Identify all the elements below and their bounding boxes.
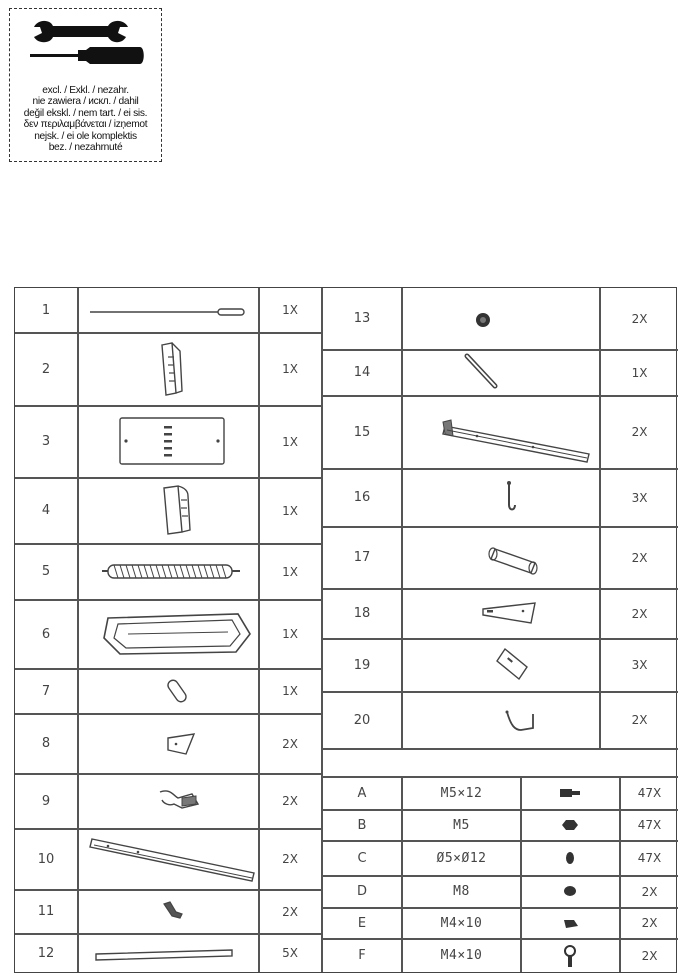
tools-text-line: excl. / Exkl. / nezahr.	[42, 85, 129, 96]
part-number: 9	[41, 793, 51, 809]
part-number: 4	[41, 503, 51, 518]
part-number: 5	[41, 564, 51, 579]
nut-icon	[522, 810, 619, 840]
part-number: 13	[353, 311, 371, 326]
part-quantity: 1X	[282, 684, 298, 698]
part-quantity: 2X	[282, 736, 298, 751]
hardware-letter: C	[357, 850, 367, 866]
bolt-icon	[522, 777, 619, 809]
hardware-size: M5×12	[440, 785, 483, 801]
part-quantity: 2X	[282, 852, 298, 866]
part-quantity: 1X	[631, 365, 648, 380]
part-1-rod-image	[78, 288, 258, 332]
part-20-hanger-image	[403, 692, 599, 748]
part-18-bracket-image	[403, 589, 599, 638]
part-quantity: 2X	[631, 311, 648, 326]
tools-illustration	[28, 17, 146, 73]
hardware-size: M4×10	[440, 915, 483, 931]
part-quantity: 2X	[282, 794, 298, 808]
part-number: 12	[37, 945, 55, 961]
parts-list-table	[14, 287, 677, 973]
part-8-foot-image	[78, 714, 258, 773]
part-number: 1	[41, 302, 51, 318]
part-number: 20	[353, 712, 371, 728]
screw-icon	[522, 908, 619, 938]
part-13-knob-image	[403, 288, 599, 349]
part-19-plate-image	[403, 639, 599, 691]
part-quantity: 2X	[282, 904, 298, 919]
hardware-quantity: 47X	[637, 818, 662, 832]
part-number: 18	[353, 606, 371, 621]
part-number: 10	[37, 851, 55, 867]
part-number: 14	[353, 365, 371, 380]
part-number: 19	[353, 657, 371, 673]
part-number: 3	[41, 434, 51, 449]
hardware-letter: A	[357, 785, 367, 801]
row-divider	[321, 748, 678, 750]
hardware-size: Ø5×Ø12	[436, 850, 487, 866]
part-11-hook-image	[78, 890, 258, 933]
part-number: 6	[41, 626, 51, 642]
part-number: 8	[41, 736, 51, 751]
part-number: 11	[37, 904, 55, 919]
part-quantity: 2X	[631, 713, 648, 727]
part-5-grill-grate-image	[78, 544, 258, 599]
part-3-plate-image	[78, 406, 258, 477]
hardware-letter: B	[357, 817, 367, 833]
hardware-size: M5	[453, 817, 470, 833]
hardware-quantity: 2X	[641, 916, 658, 930]
hardware-letter: F	[358, 948, 366, 963]
screwdriver-icon	[30, 47, 144, 64]
part-4-panel-image	[78, 478, 258, 543]
part-15-rail-image	[403, 396, 599, 468]
hardware-quantity: 47X	[637, 786, 662, 800]
hardware-quantity: 2X	[641, 948, 658, 963]
hardware-size: M4×10	[440, 948, 483, 963]
part-quantity: 1X	[282, 434, 298, 449]
washer-icon	[522, 841, 619, 875]
part-number: 17	[353, 550, 371, 565]
part-quantity: 1X	[282, 303, 298, 317]
part-16-hook-image	[403, 469, 599, 526]
part-quantity: 1X	[282, 627, 298, 641]
hardware-quantity: 2X	[641, 884, 658, 899]
part-quantity: 2X	[631, 425, 648, 439]
part-quantity: 1X	[282, 362, 298, 376]
part-number: 16	[353, 490, 371, 505]
part-10-rail-image	[78, 829, 258, 889]
part-quantity: 3X	[631, 490, 648, 505]
nut-icon	[522, 876, 619, 907]
part-number: 7	[41, 683, 51, 699]
part-quantity: 1X	[282, 564, 298, 579]
part-12-bar-image	[78, 934, 258, 972]
part-14-pin-image	[403, 350, 599, 395]
part-number: 15	[353, 424, 371, 440]
part-quantity: 2X	[631, 550, 648, 565]
part-quantity: 3X	[631, 658, 648, 672]
screw-icon	[522, 939, 619, 972]
part-number: 2	[41, 361, 51, 377]
tools-not-included-box	[9, 8, 162, 162]
part-2-panel-image	[78, 333, 258, 405]
tools-excluded-text	[10, 85, 161, 153]
wrench-icon	[34, 21, 128, 42]
tools-text-line: δεν περιλαμβάνεται / izņemot	[23, 119, 148, 131]
part-6-tray-image	[78, 600, 258, 668]
part-quantity: 2X	[631, 606, 648, 621]
hardware-letter: E	[357, 915, 367, 931]
tools-text-line: bez. / nezahrnuté	[48, 142, 123, 154]
part-9-clip-image	[78, 774, 258, 828]
part-quantity: 5X	[282, 946, 298, 960]
tools-text-line: nejsk. / ei ole komplektis	[34, 130, 137, 142]
hardware-quantity: 47X	[637, 851, 662, 865]
hardware-size: M8	[453, 884, 470, 899]
tools-text-line: nie zawiera / искл. / dahil	[32, 96, 139, 108]
part-17-handle-image	[403, 527, 599, 588]
hardware-letter: D	[356, 884, 367, 899]
part-quantity: 1X	[282, 503, 298, 518]
part-7-bracket-image	[78, 669, 258, 713]
tools-text-line: değil ekskl. / nem tart. / ei sis.	[23, 107, 148, 119]
